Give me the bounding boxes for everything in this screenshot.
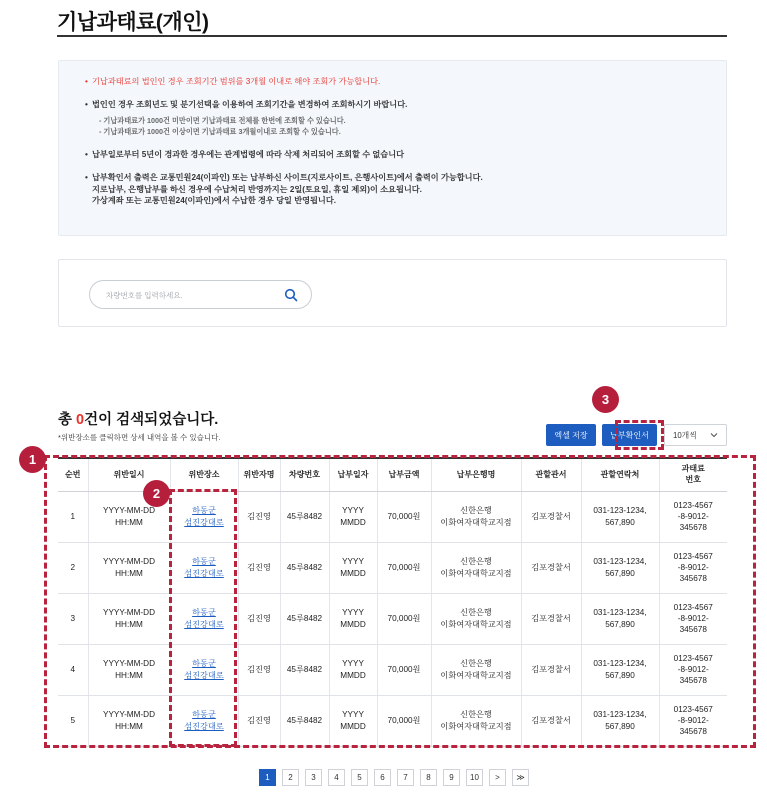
page-button[interactable]: 1 (259, 769, 276, 786)
cell-violation-datetime: YYYY-MM-DD HH:MM (88, 593, 170, 644)
cell-vehicle-number: 45루8482 (280, 644, 329, 695)
cell-payment-bank: 신한은행 이화여자대학교지점 (431, 644, 521, 695)
cell-violator-name: 김진영 (238, 644, 280, 695)
cell-violation-datetime: YYYY-MM-DD HH:MM (88, 695, 170, 746)
result-hint: *위반장소를 클릭하면 상세 내역을 볼 수 있습니다. (58, 433, 221, 442)
cell-fine-number: 0123-4567 -8-9012- 345678 (659, 644, 727, 695)
header-cell: 납부일자 (329, 458, 377, 491)
notice-corporate-period-text: 법인인 경우 조회년도 및 분기선택을 이용하여 조회기간을 변경하여 조회하시기 바랍니다. (92, 99, 408, 109)
page-button[interactable]: 10 (466, 769, 483, 786)
notice-corporate-period (85, 99, 726, 138)
search-panel (58, 259, 727, 327)
cell-jurisdiction-office: 김포경찰서 (521, 695, 581, 746)
notice-corporate-range: • 기납과태료의 법인인 경우 조회기간 범위를 3개월 이내로 해야 조회가 가능합니다. (85, 76, 726, 88)
cell-number: 1 (58, 491, 88, 542)
header-cell: 관할연락처 (581, 458, 659, 491)
result-count-number: 0 (76, 412, 85, 428)
cell-number: 3 (58, 593, 88, 644)
cell-vehicle-number: 45루8482 (280, 542, 329, 593)
cell-payment-amount: 70,000원 (377, 695, 431, 746)
cell-number: 2 (58, 542, 88, 593)
notice-receipt-line-1: • 납부확인서 출력은 교통민원24(이파인) 또는 납부하신 사이트(지로사이트, 은행사이트)에서 출력이 가능합니다. (92, 172, 483, 182)
notice-sub-list (92, 115, 726, 138)
page-button[interactable]: 3 (305, 769, 322, 786)
violation-place-link[interactable]: 하동군 섬진강대로 (184, 506, 224, 527)
cell-payment-date: YYYY MMDD (329, 644, 377, 695)
page-button[interactable]: 9 (443, 769, 460, 786)
cell-payment-date: YYYY MMDD (329, 542, 377, 593)
table-cell (170, 695, 238, 746)
cell-number: 4 (58, 644, 88, 695)
table-row (58, 593, 727, 644)
cell-payment-amount: 70,000원 (377, 644, 431, 695)
cell-violation-datetime: YYYY-MM-DD HH:MM (88, 491, 170, 542)
cell-number: 5 (58, 695, 88, 746)
cell-violator-name: 김진영 (238, 542, 280, 593)
pagination (259, 769, 529, 786)
header-cell: 납부금액 (377, 458, 431, 491)
cell-office-contact: 031-123-1234, 567,890 (581, 644, 659, 695)
header-cell: 관할관서 (521, 458, 581, 491)
table-cell (170, 644, 238, 695)
header-cell: 위반일시 (88, 458, 170, 491)
table-row (58, 695, 727, 746)
cell-payment-bank: 신한은행 이화여자대학교지점 (431, 695, 521, 746)
callout-badge-1: 1 (19, 446, 46, 473)
cell-violator-name: 김진영 (238, 695, 280, 746)
cell-violator-name: 김진영 (238, 491, 280, 542)
violation-place-link[interactable]: 하동군 섬진강대로 (184, 608, 224, 629)
notice-receipt-line-2: 지로납부, 은행납부를 하신 경우에 수납처리 반영까지는 2일(토요일, 휴일 제외)이 소요됩니다. (92, 184, 422, 194)
page-button[interactable]: 8 (420, 769, 437, 786)
table-cell (170, 491, 238, 542)
cell-payment-bank: 신한은행 이화여자대학교지점 (431, 593, 521, 644)
page-button[interactable]: 2 (282, 769, 299, 786)
cell-office-contact: 031-123-1234, 567,890 (581, 695, 659, 746)
cell-payment-bank: 신한은행 이화여자대학교지점 (431, 542, 521, 593)
notice-retention: • 납부일로부터 5년이 경과한 경우에는 관계법령에 따라 삭제 처리되어 조회할 수 없습니다 (85, 149, 726, 161)
cell-violator-name: 김진영 (238, 593, 280, 644)
cell-fine-number: 0123-4567 -8-9012- 345678 (659, 542, 727, 593)
notice-receipt-print (85, 172, 726, 208)
header-cell: 순번 (58, 458, 88, 491)
cell-fine-number: 0123-4567 -8-9012- 345678 (659, 593, 727, 644)
header-cell: 과태료 번호 (659, 458, 727, 491)
table-row (58, 644, 727, 695)
cell-payment-date: YYYY MMDD (329, 491, 377, 542)
header-cell: 위반장소 (170, 458, 238, 491)
cell-payment-amount: 70,000원 (377, 542, 431, 593)
header-cell: 납부은행명 (431, 458, 521, 491)
callout-badge-2: 2 (143, 480, 170, 507)
table-row (58, 542, 727, 593)
last-page-button[interactable]: ≫ (512, 769, 529, 786)
notice-receipt-line-3: 가상계좌 또는 교통민원24(이파인)에서 수납한 경우 당일 반영됩니다. (92, 196, 337, 206)
table-cell (170, 593, 238, 644)
payment-receipt-button[interactable]: 납부확인서 (602, 424, 657, 446)
page-button[interactable]: 7 (397, 769, 414, 786)
table-cell (170, 542, 238, 593)
cell-fine-number: 0123-4567 -8-9012- 345678 (659, 491, 727, 542)
cell-vehicle-number: 45루8482 (280, 695, 329, 746)
notice-sub-under-1000: - 기납과태료가 1000건 미만이면 기납과태료 전체를 한번에 조회할 수 있습니다. (99, 115, 346, 125)
cell-violation-datetime: YYYY-MM-DD HH:MM (88, 542, 170, 593)
cell-vehicle-number: 45루8482 (280, 491, 329, 542)
page-title: 기납과태료(개인) (57, 11, 209, 34)
page-button[interactable]: 5 (351, 769, 368, 786)
violation-place-link[interactable]: 하동군 섬진강대로 (184, 557, 224, 578)
cell-violation-datetime: YYYY-MM-DD HH:MM (88, 644, 170, 695)
vehicle-number-input[interactable] (106, 287, 276, 303)
cell-fine-number: 0123-4567 -8-9012- 345678 (659, 695, 727, 746)
header-cell: 차량번호 (280, 458, 329, 491)
cell-payment-amount: 70,000원 (377, 491, 431, 542)
search-field (89, 280, 312, 309)
cell-payment-date: YYYY MMDD (329, 593, 377, 644)
page-button[interactable]: 4 (328, 769, 345, 786)
cell-jurisdiction-office: 김포경찰서 (521, 644, 581, 695)
result-count-title (58, 408, 218, 429)
cell-jurisdiction-office: 김포경찰서 (521, 542, 581, 593)
cell-payment-amount: 70,000원 (377, 593, 431, 644)
callout-badge-3: 3 (592, 386, 619, 413)
page-size-value: 10개씩 (673, 430, 697, 440)
result-count-suffix: 건이 검색되었습니다. (84, 412, 219, 428)
violation-place-link[interactable]: 하동군 섬진강대로 (184, 710, 224, 731)
cell-jurisdiction-office: 김포경찰서 (521, 593, 581, 644)
next-page-button[interactable]: > (489, 769, 506, 786)
notice-sub-over-1000: - 기납과태료가 1000건 이상이면 기납과태료 3개월이내로 조회할 수 있습니다. (99, 127, 341, 137)
chevron-down-icon (710, 431, 718, 439)
page-size-select[interactable] (664, 424, 727, 446)
title-divider (57, 35, 727, 37)
notice-box (58, 60, 727, 236)
cell-office-contact: 031-123-1234, 567,890 (581, 593, 659, 644)
page-button[interactable]: 6 (374, 769, 391, 786)
excel-save-button[interactable]: 엑셀 저장 (546, 424, 596, 446)
cell-office-contact: 031-123-1234, 567,890 (581, 491, 659, 542)
cell-payment-date: YYYY MMDD (329, 695, 377, 746)
table-body (58, 491, 727, 746)
cell-jurisdiction-office: 김포경찰서 (521, 491, 581, 542)
cell-office-contact: 031-123-1234, 567,890 (581, 542, 659, 593)
violation-place-link[interactable]: 하동군 섬진강대로 (184, 659, 224, 680)
cell-payment-bank: 신한은행 이화여자대학교지점 (431, 491, 521, 542)
cell-vehicle-number: 45루8482 (280, 593, 329, 644)
result-count-prefix: 총 (58, 412, 77, 428)
search-icon[interactable] (284, 288, 298, 302)
header-cell: 위반자명 (238, 458, 280, 491)
